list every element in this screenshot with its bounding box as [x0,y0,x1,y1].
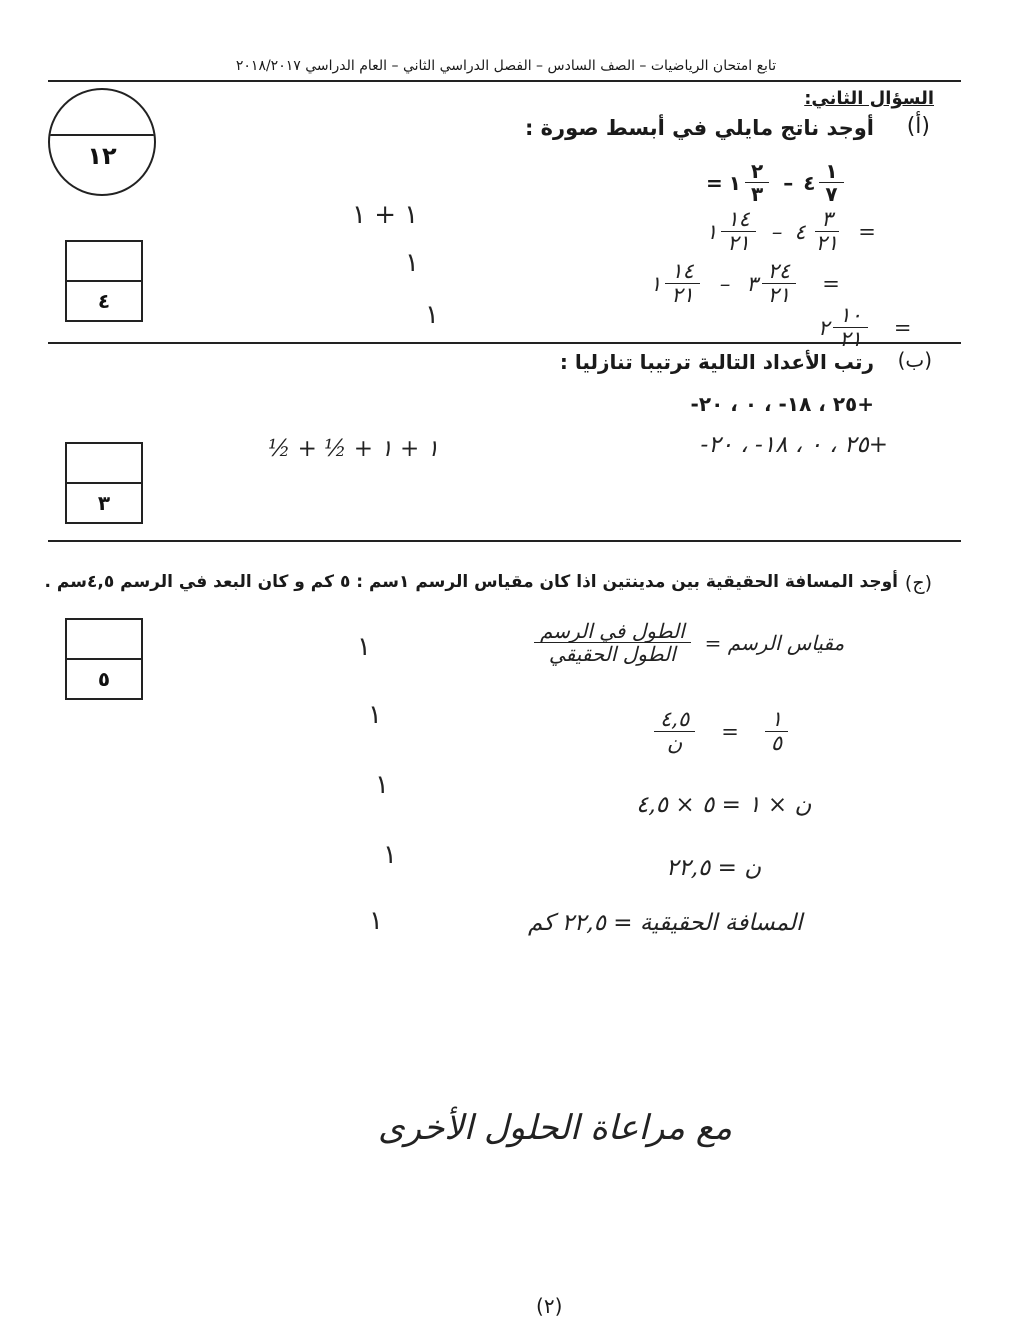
expr-whole-1: ٤ [803,170,816,195]
part-c-prompt: أوجد المسافة الحقيقية بين مدينتين اذا كان مقياس الرسم ١سم : ٥ كم و كان البعد في الرسم ٤,٥سم . [44,572,898,592]
part-b-prefix: (ب) [897,348,932,372]
part-c-work-line-1: $\frac{\text{الطول في الرسم}}{\text{الطول الحقيقي}}$ مقياس الرسم = [530,620,844,665]
part-a-mark-3: ١ [425,300,439,330]
question-label: السؤال الثاني: [804,88,934,109]
part-b-prompt: رتب الأعداد التالية ترتيبا تنازليا : [559,350,874,374]
part-a-prefix: (أ) [906,114,930,139]
part-c-work-line-3: ن × ١ = ٥ × ٤,٥ [636,792,812,818]
part-c-mark-4: ١ [383,840,397,870]
header-rule [48,80,961,82]
total-score-circle [48,88,156,196]
part-a-work-line-1: ١ $\frac{١٤}{٢١}$ – ٤ $\frac{٣}{٢١}$ = [706,207,876,256]
footer-note: مع مراعاة الحلول الأخرى [378,1108,733,1148]
part-a-work-line-2: ١ $\frac{١٤}{٢١}$ – ٣ $\frac{٢٤}{٢١}$ = [650,259,840,308]
part-c-work-line-4: ن = ٢٢,٥ [666,855,762,881]
page-header: تابع امتحان الرياضيات – الصف السادس – الفصل الدراسي الثاني – العام الدراسي ٢٠١٨/٢٠١٧ [235,58,777,74]
part-c-work-line-5: المسافة الحقيقية = ٢٢,٥ كم [528,910,803,936]
divider-b-c [48,540,961,542]
part-c-work-line-2: $\frac{٤,٥}{\text{ن}}$ = $\frac{١}{٥}$ [650,708,792,755]
part-a-expression [706,160,848,205]
part-a-mark-1: ١ + ١ [352,200,419,230]
part-c-prefix: (ج) [904,572,932,594]
divider-a-b [48,342,961,344]
part-c-score: ٥ [97,667,111,691]
part-c-mark-3: ١ [375,770,389,800]
part-b-score: ٣ [97,491,111,515]
total-score: ١٢ [87,142,117,170]
part-c-score-box [65,618,143,700]
page-number: (٢) [536,1294,563,1318]
expr-equals: = [706,170,723,195]
expr-whole-2: ١ [728,170,741,195]
part-b-answer: +٢٥ ، ٠ ، ١٨- ، ٢٠- [700,432,888,458]
part-c-mark-5: ١ [369,906,383,936]
part-b-score-box [65,442,143,524]
expr-fraction-1: $\frac{١}{٧}$ [819,160,843,205]
part-c-mark-2: ١ [368,700,382,730]
part-b-marks: ½ + ½ + ١ + ١ [268,436,439,462]
part-c-mark-1: ١ [357,632,371,662]
part-a-mark-2: ١ [405,248,419,278]
part-a-score: ٤ [97,289,111,313]
part-b-numbers: +٢٥ ، ١٨- ، ٠ ، ٢٠- [690,392,874,416]
expr-fraction-2: $\frac{٢}{٣}$ [745,160,769,205]
part-a-prompt: أوجد ناتج مايلي في أبسط صورة : [524,116,874,140]
expr-operator: – [783,170,794,195]
part-a-score-box [65,240,143,322]
part-a-work-line-3: ٢ $\frac{١٠}{٢١}$ = [818,303,912,352]
